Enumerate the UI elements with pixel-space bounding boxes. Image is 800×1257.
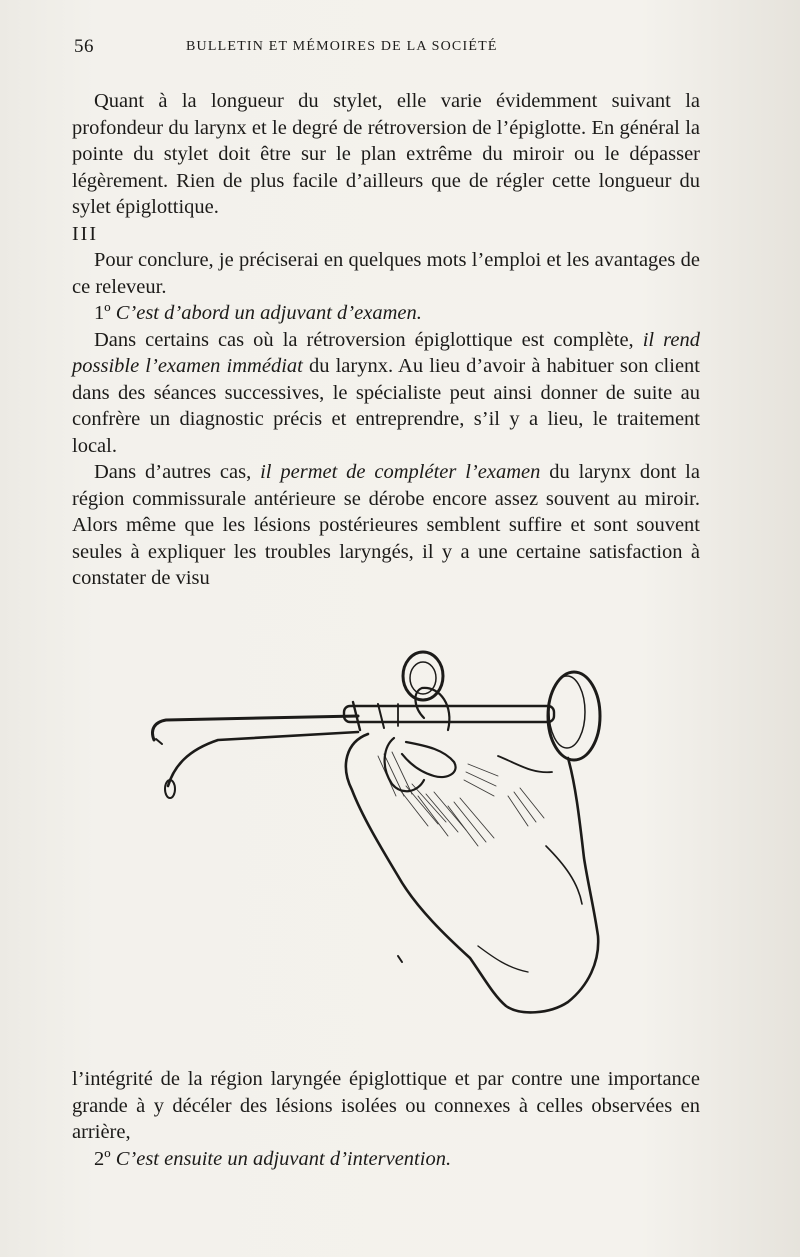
body-text-bottom bbox=[72, 1066, 700, 1172]
point-one-number: 1º bbox=[94, 302, 116, 324]
page-number: 56 bbox=[74, 36, 94, 57]
body-text-top bbox=[72, 88, 700, 592]
paragraph-other-cases bbox=[72, 459, 700, 592]
text-run: Dans d’autres cas, bbox=[94, 461, 261, 483]
point-two-number: 2º bbox=[94, 1147, 116, 1170]
paragraph-stylet-length: Quant à la longueur du stylet, elle varie évidemment suivant la profondeur du larynx et le degré de rétroversion de l’épiglotte. En général la pointe du stylet doit être sur le plan extrême du miroir ou le dépasser légèrement. Rien de plus facile d’ailleurs que de régler cette longueur du sylet épiglottique. bbox=[72, 90, 700, 218]
paragraph-point-one bbox=[72, 300, 700, 327]
italic-run: il permet de compléter l’examen bbox=[260, 461, 541, 483]
paragraph-point-two bbox=[72, 1146, 700, 1173]
page-header bbox=[74, 36, 594, 60]
text-run: du larynx dont la région commissurale antérieure se dérobe encore assez souvent au miroir. Alors même que les lésions postérieures semblent suffire et sont souvent seules à expliquer les troubles laryngés, il y a une certaine satisfaction à constater de visu bbox=[72, 461, 700, 589]
point-two-heading: C’est ensuite un adjuvant d’intervention. bbox=[115, 1147, 452, 1170]
illustration-hand-holding-epiglottis-retractor bbox=[148, 646, 618, 1026]
running-head: BULLETIN ET MÉMOIRES DE LA SOCIÉTÉ bbox=[186, 39, 498, 54]
section-numeral: III bbox=[72, 222, 98, 245]
italic-run: il rend possible l’examen immédiat bbox=[72, 328, 700, 377]
paragraph-integrity: l’intégrité de la région laryngée épiglottique et par contre une importance grande à y décéler des lésions isolées ou connexes à celles observées en arrière, bbox=[72, 1068, 700, 1143]
text-run: Dans certains cas où la rétroversion épiglottique est complète, bbox=[94, 328, 643, 351]
paragraph-complete-retroversion bbox=[72, 327, 700, 460]
text-run: du larynx. Au lieu d’avoir à habituer son client dans des séances successives, le spécialiste peut ainsi donner de suite au confrère un diagnostic précis et entreprendre, s’il y a lieu, le traitement local. bbox=[72, 355, 700, 457]
paragraph-conclusion: Pour conclure, je préciserai en quelques mots l’emploi et les avantages de ce releveur. bbox=[72, 249, 700, 298]
point-one-heading: C’est d’abord un adjuvant d’examen. bbox=[115, 302, 422, 324]
